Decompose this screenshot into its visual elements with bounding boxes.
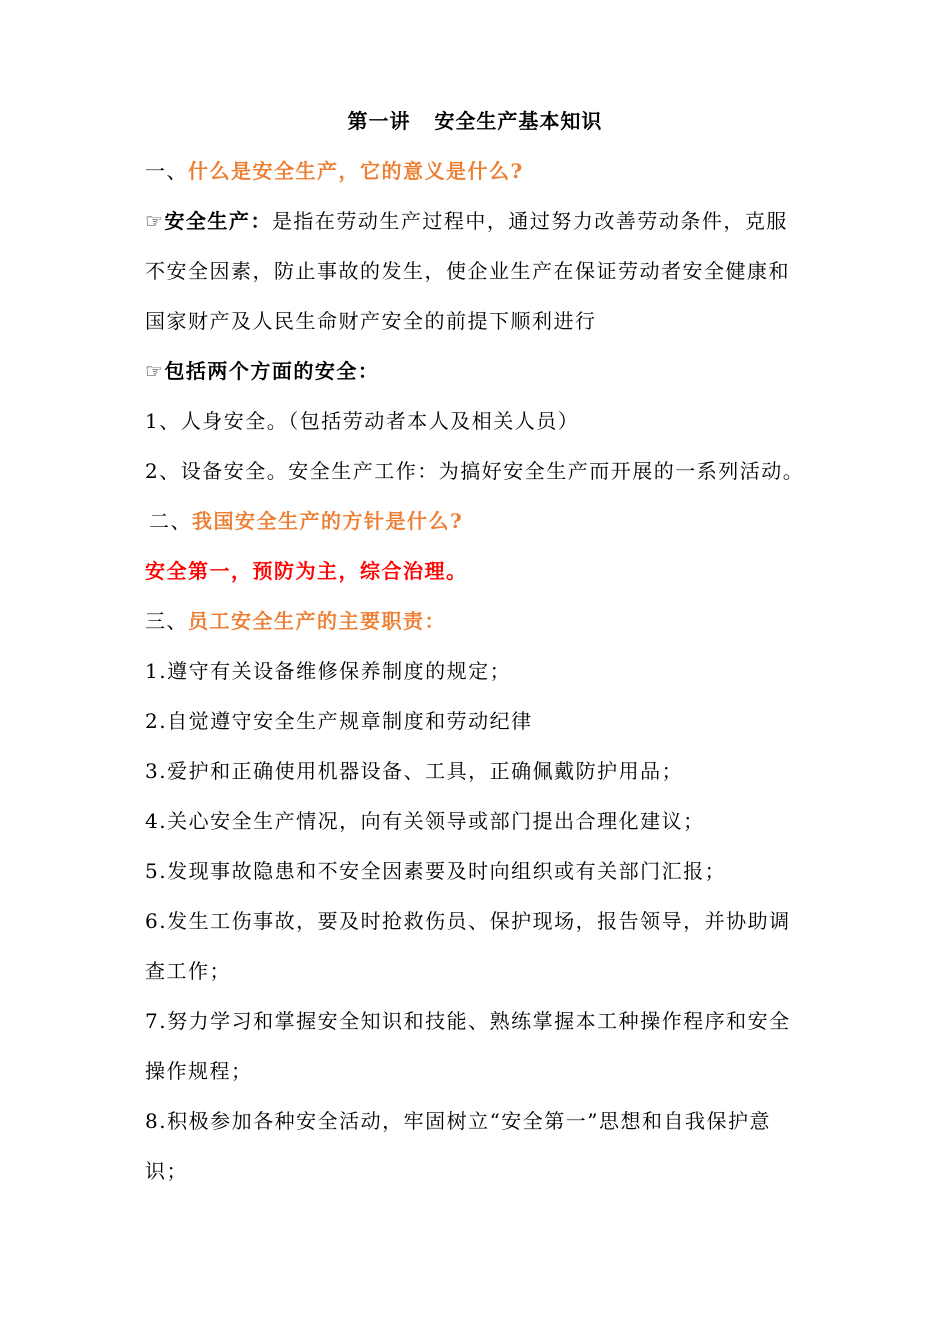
duty-4: 4.关心安全生产情况，向有关领导或部门提出合理化建议； (145, 809, 705, 833)
duty-5: 5.发现事故隐患和不安全因素要及时向组织或有关部门汇报； (145, 859, 727, 883)
duty-8-line-2: 识； (145, 1159, 188, 1183)
two-aspects-heading (145, 346, 835, 396)
pointing-hand-icon: ☞ (145, 359, 165, 383)
title-part-2: 安全生产基本知识 (434, 109, 603, 133)
question-3-text: 员工安全生产的主要职责： (188, 609, 446, 633)
document-title (0, 96, 950, 146)
question-1-text: 什么是安全生产，它的意义是什么? (188, 159, 524, 183)
title-part-1: 第一讲 (347, 109, 411, 133)
definition-term: 安全生产 (164, 209, 251, 233)
aspect-1: 1、人身安全。（包括劳动者本人及相关人员） (145, 409, 580, 433)
question-3-prefix: 三、 (145, 609, 188, 633)
question-2-prefix: 二、 (149, 509, 192, 533)
question-1-heading (145, 146, 835, 196)
duty-3: 3.爱护和正确使用机器设备、工具，正确佩戴防护用品； (145, 759, 684, 783)
question-3-heading (145, 596, 835, 646)
definition-line-1 (145, 196, 835, 246)
aspect-2: 2、设备安全。安全生产工作：为搞好安全生产而开展的一系列活动。 (145, 459, 805, 483)
duty-1: 1.遵守有关设备维修保养制度的规定； (145, 659, 512, 683)
duty-7-line-2: 操作规程； (145, 1059, 253, 1083)
duty-7-line-1: 7.努力学习和掌握安全知识和技能、熟练掌握本工种操作程序和安全 (145, 1009, 791, 1033)
duty-2: 2.自觉遵守安全生产规章制度和劳动纪律 (145, 709, 533, 733)
safety-policy: 安全第一，预防为主，综合治理。 (145, 559, 468, 583)
duty-6-line-2: 查工作； (145, 959, 231, 983)
definition-line-3: 国家财产及人民生命财产安全的前提下顺利进行 (145, 309, 597, 333)
definition-line-2: 不安全因素，防止事故的发生，使企业生产在保证劳动者安全健康和 (145, 259, 790, 283)
pointing-hand-icon: ☞ (145, 209, 165, 233)
question-2-heading (149, 496, 839, 546)
two-aspects-text: 包括两个方面的安全： (164, 359, 380, 383)
duty-8-line-1: 8.积极参加各种安全活动，牢固树立“安全第一”思想和自我保护意 (145, 1109, 772, 1133)
duty-6-line-1: 6.发生工伤事故，要及时抢救伤员、保护现场，报告领导，并协助调 (145, 909, 791, 933)
definition-text-1: 是指在劳动生产过程中，通过努力改善劳动条件，克服 (271, 209, 788, 233)
question-1-prefix: 一、 (145, 159, 188, 183)
definition-colon: ： (250, 209, 272, 233)
question-2-text: 我国安全生产的方针是什么? (192, 509, 464, 533)
